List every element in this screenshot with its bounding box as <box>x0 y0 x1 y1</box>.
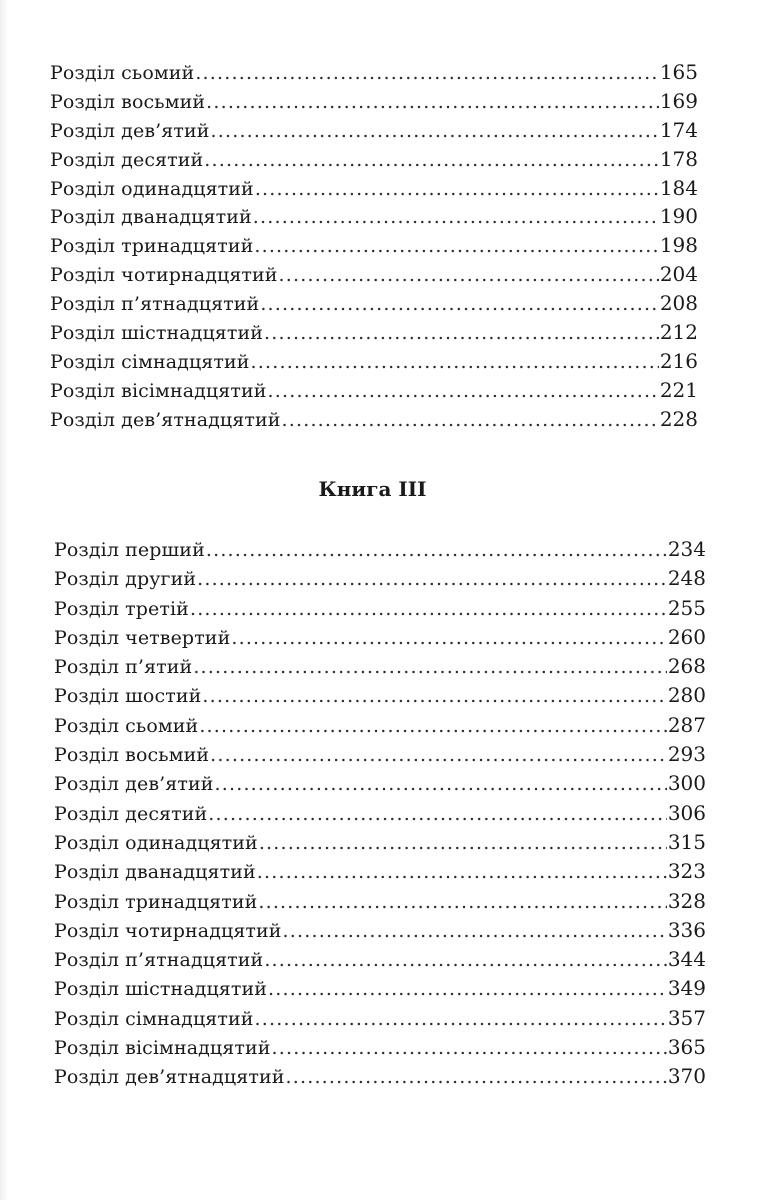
toc-entry <box>50 318 698 347</box>
toc-leader-dots <box>210 741 667 770</box>
toc-entry-title: Розділ другий <box>54 568 197 591</box>
toc-entry-title: Розділ десятий <box>50 148 204 171</box>
toc-leader-dots <box>195 59 659 88</box>
toc-entry-title: Розділ тринадцятий <box>54 890 258 913</box>
toc-entry-title: Розділ шістнадцятий <box>50 322 263 345</box>
toc-entry-title: Розділ шістнадцятий <box>54 978 267 1001</box>
toc-entry <box>54 916 706 945</box>
toc-leader-dots <box>254 232 658 261</box>
toc-entry <box>50 116 698 145</box>
toc-entry-page-number: 216 <box>659 348 698 373</box>
toc-entry-page-number: 315 <box>667 829 706 854</box>
toc-entry <box>54 652 706 681</box>
toc-leader-dots <box>255 175 659 204</box>
toc-entry <box>54 887 706 916</box>
toc-leader-dots <box>283 917 667 946</box>
toc-entry-page-number: 212 <box>659 320 698 345</box>
toc-leader-dots <box>197 565 667 594</box>
toc-entry-page-number: 208 <box>659 291 698 316</box>
toc-entry-title: Розділ вісімнадцятий <box>54 1037 271 1060</box>
toc-entry-title: Розділ дев’ятнадцятий <box>50 408 281 431</box>
toc-entry-title: Розділ сьомий <box>50 62 195 84</box>
toc-leader-dots <box>193 653 667 682</box>
toc-entry-title: Розділ шостий <box>54 685 202 708</box>
toc-leader-dots <box>268 975 667 1004</box>
toc-entry <box>54 769 706 798</box>
toc-entry-page-number: 228 <box>659 406 698 431</box>
toc-entry <box>50 87 698 116</box>
toc-entry <box>50 174 698 203</box>
toc-entry-page-number: 300 <box>667 771 706 796</box>
toc-leader-dots <box>267 377 658 406</box>
toc-entry-title: Розділ десятий <box>54 802 208 825</box>
toc-entry-page-number: 178 <box>659 146 698 171</box>
toc-leader-dots <box>251 348 659 377</box>
toc-entry <box>54 623 706 652</box>
toc-leader-dots <box>279 261 659 290</box>
toc-leader-dots <box>210 117 658 146</box>
toc-list-book-3 <box>54 535 706 1092</box>
toc-entry-title: Розділ п’ятий <box>54 656 193 679</box>
toc-leader-dots <box>204 146 659 175</box>
toc-entry-title: Розділ дев’ятий <box>50 119 210 142</box>
toc-leader-dots <box>285 1063 666 1092</box>
toc-entry-page-number: 336 <box>667 917 706 942</box>
toc-entry <box>54 1004 706 1033</box>
toc-entry-title: Розділ восьмий <box>50 90 206 113</box>
toc-entry <box>50 405 698 434</box>
toc-entry-title: Розділ дванадцятий <box>54 861 256 884</box>
toc-entry-title: Розділ сьомий <box>54 714 199 737</box>
toc-leader-dots <box>259 829 667 858</box>
toc-entry-page-number: 198 <box>659 233 698 258</box>
toc-entry-title: Розділ чотирнадцятий <box>54 919 282 942</box>
toc-entry-title: Розділ четвертий <box>54 626 231 649</box>
toc-list-book-2 <box>50 58 698 434</box>
toc-entry-page-number: 293 <box>667 742 706 767</box>
toc-entry-page-number: 190 <box>659 204 698 229</box>
toc-leader-dots <box>214 770 666 799</box>
toc-entry <box>50 347 698 376</box>
toc-entry <box>50 260 698 289</box>
toc-entry-title: Розділ одинадцятий <box>50 177 254 200</box>
toc-entry-page-number: 221 <box>659 377 698 402</box>
toc-entry-page-number: 323 <box>667 859 706 884</box>
toc-entry <box>54 594 706 623</box>
toc-entry <box>50 231 698 260</box>
toc-entry <box>54 1062 706 1091</box>
toc-entry-title: Розділ чотирнадцятий <box>50 264 278 287</box>
toc-entry <box>54 681 706 710</box>
toc-leader-dots <box>199 712 667 741</box>
toc-entry-page-number: 357 <box>667 1005 706 1030</box>
toc-entry-title: Розділ одинадцятий <box>54 831 258 854</box>
toc-leader-dots <box>206 88 659 117</box>
toc-leader-dots <box>281 406 658 435</box>
toc-entry-title: Розділ сімнадцятий <box>50 350 250 373</box>
toc-leader-dots <box>255 1005 667 1034</box>
toc-entry-page-number: 344 <box>667 947 706 972</box>
toc-entry-page-number: 184 <box>659 175 698 200</box>
toc-entry-title: Розділ дев’ятнадцятий <box>54 1066 285 1089</box>
toc-entry <box>54 711 706 740</box>
toc-leader-dots <box>208 800 667 829</box>
toc-entry <box>54 857 706 886</box>
toc-entry <box>54 974 706 1003</box>
toc-entry <box>54 535 706 564</box>
toc-entry-page-number: 280 <box>667 683 706 708</box>
toc-entry <box>54 564 706 593</box>
toc-entry-page-number: 234 <box>667 537 706 561</box>
toc-entry-title: Розділ третій <box>54 597 189 620</box>
toc-leader-dots <box>271 1034 666 1063</box>
toc-entry-page-number: 255 <box>667 595 706 620</box>
toc-entry-page-number: 204 <box>659 262 698 287</box>
toc-entry-title: Розділ п’ятнадцятий <box>54 949 264 972</box>
toc-leader-dots <box>260 290 659 319</box>
toc-entry <box>50 58 698 87</box>
toc-leader-dots <box>264 946 667 975</box>
toc-entry-page-number: 174 <box>659 117 698 142</box>
toc-entry <box>50 145 698 174</box>
toc-leader-dots <box>206 536 667 565</box>
toc-entry-page-number: 349 <box>667 976 706 1001</box>
toc-entry-title: Розділ дванадцятий <box>50 206 252 229</box>
toc-entry-page-number: 169 <box>659 88 698 113</box>
toc-entry <box>50 376 698 405</box>
toc-entry-title: Розділ тринадцятий <box>50 235 254 258</box>
toc-entry-page-number: 248 <box>667 566 706 591</box>
page-edge-shadow <box>0 0 8 1200</box>
toc-entry <box>54 945 706 974</box>
toc-leader-dots <box>258 888 666 917</box>
toc-entry-title: Розділ перший <box>54 539 205 561</box>
toc-leader-dots <box>264 319 659 348</box>
toc-entry-page-number: 306 <box>667 800 706 825</box>
toc-leader-dots <box>202 682 666 711</box>
toc-entry-page-number: 268 <box>667 654 706 679</box>
toc-entry <box>54 799 706 828</box>
toc-entry-page-number: 370 <box>667 1064 706 1089</box>
toc-entry-title: Розділ п’ятнадцятий <box>50 293 260 316</box>
toc-entry <box>54 1033 706 1062</box>
toc-entry-page-number: 260 <box>667 624 706 649</box>
toc-leader-dots <box>257 858 667 887</box>
book-heading: Книга III <box>318 477 427 501</box>
toc-leader-dots <box>190 595 667 624</box>
toc-entry <box>50 289 698 318</box>
toc-entry <box>54 740 706 769</box>
toc-entry <box>50 202 698 231</box>
toc-leader-dots <box>253 203 659 232</box>
toc-entry <box>54 828 706 857</box>
toc-entry-title: Розділ сімнадцятий <box>54 1007 254 1030</box>
toc-entry-title: Розділ вісімнадцятий <box>50 379 267 402</box>
toc-leader-dots <box>231 624 666 653</box>
toc-entry-page-number: 287 <box>667 712 706 737</box>
toc-entry-page-number: 365 <box>667 1035 706 1060</box>
toc-entry-page-number: 328 <box>667 888 706 913</box>
toc-entry-title: Розділ дев’ятий <box>54 773 214 796</box>
toc-entry-title: Розділ восьмий <box>54 744 210 767</box>
toc-entry-page-number: 165 <box>659 60 698 84</box>
